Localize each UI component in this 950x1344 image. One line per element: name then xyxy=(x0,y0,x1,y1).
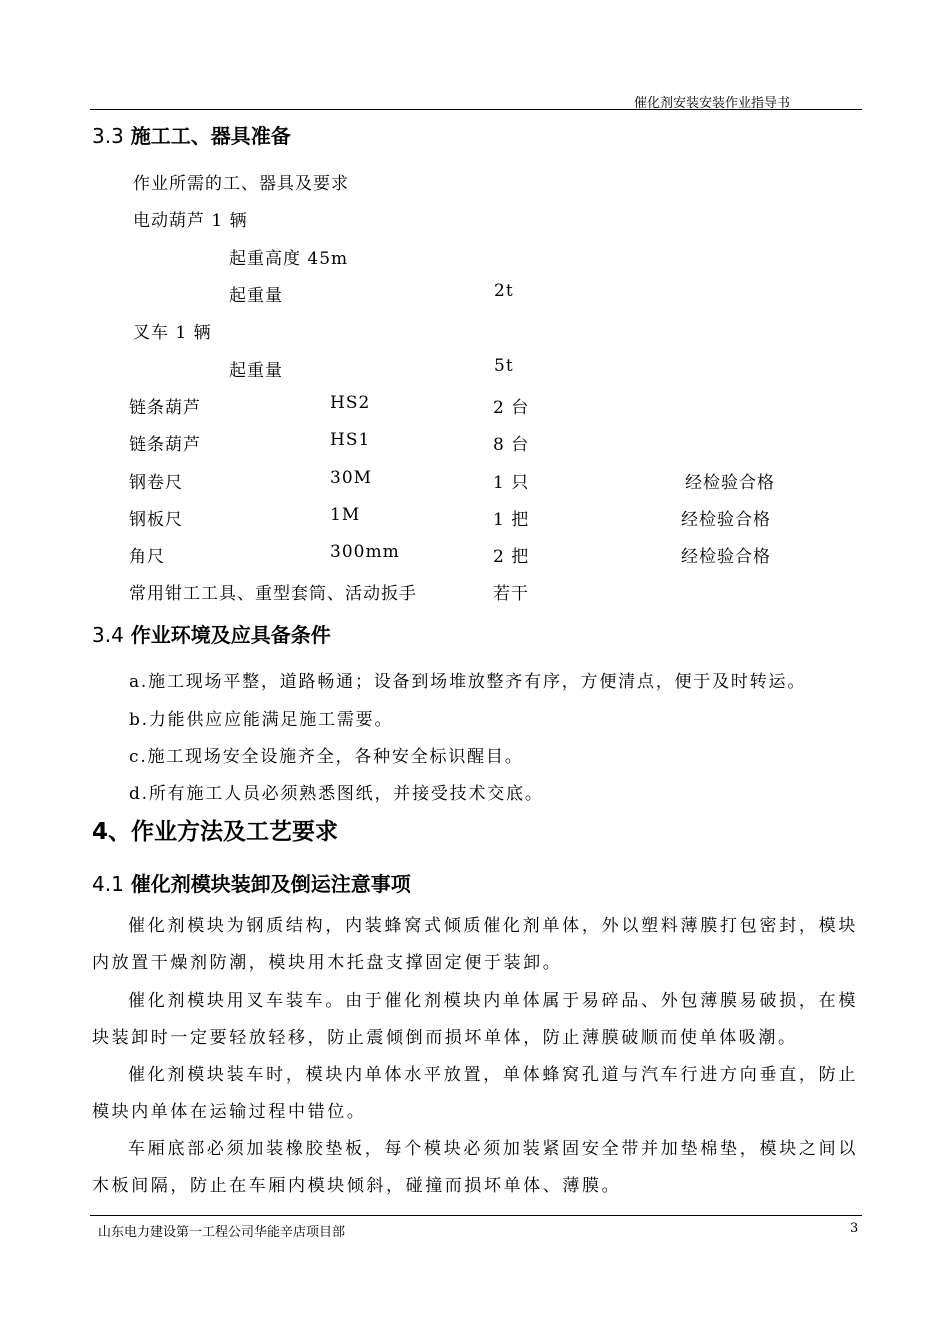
condition-item: c.施工现场安全设施齐全，各种安全标识醒目。 xyxy=(129,747,524,767)
tool-note: 经检验合格 xyxy=(685,473,775,493)
tool-name: 钢卷尺 xyxy=(129,473,183,493)
page-number: 3 xyxy=(850,1221,859,1236)
tool-spec: 30M xyxy=(330,468,373,488)
body-paragraph: 催化剂模块为钢质结构，内装蜂窝式倾质催化剂单体，外以塑料薄膜打包密封，模块内放置干燥剂防潮，模块用木托盘支撑固定便于装卸。 xyxy=(92,916,858,973)
footer-divider xyxy=(90,1215,862,1216)
tool-name: 常用钳工工具、重型套筒、活动扳手 xyxy=(129,584,417,604)
body-paragraph: 车厢底部必须加装橡胶垫板，每个模块必须加装紧固安全带并加垫棉垫，模块之间以木板间隔，防止在车厢内模块倾斜，碰撞而损坏单体、薄膜。 xyxy=(92,1139,858,1196)
section-3-4-heading xyxy=(92,619,331,648)
tools-intro: 作业所需的工、器具及要求 xyxy=(133,174,349,194)
footer-company: 山东电力建设第一工程公司华能辛店项目部 xyxy=(98,1225,346,1240)
header-divider xyxy=(90,109,862,110)
tool-spec: 300mm xyxy=(330,542,400,562)
tool-name: 链条葫芦 xyxy=(129,435,201,455)
tool-qty: 2 台 xyxy=(493,398,530,418)
tool-qty: 若干 xyxy=(493,584,529,604)
hoist-capacity-value: 2t xyxy=(494,281,514,301)
body-paragraph: 催化剂模块用叉车装车。由于催化剂模块内单体属于易碎品、外包薄膜易破损，在模块装卸时一定要轻放轻移，防止震倾倒而损坏单体，防止薄膜破顺而使单体吸潮。 xyxy=(92,991,858,1048)
hoist-height: 起重高度 45m xyxy=(229,249,349,269)
tool-qty: 8 台 xyxy=(493,435,530,455)
forklift-name: 叉车 1 辆 xyxy=(133,323,212,343)
tool-qty: 1 只 xyxy=(493,473,530,493)
section-number: 4.1 xyxy=(92,872,124,896)
tool-spec: 1M xyxy=(330,505,361,525)
tool-name: 角尺 xyxy=(129,547,165,567)
section-number: 3.3 xyxy=(92,124,124,148)
section-title: 作业环境及应具备条件 xyxy=(130,623,331,647)
tool-qty: 1 把 xyxy=(493,510,530,530)
section-number: 3.4 xyxy=(92,623,124,647)
section-3-3-heading xyxy=(92,120,291,149)
forklift-capacity-value: 5t xyxy=(494,356,514,376)
body-paragraph: 催化剂模块装车时，模块内单体水平放置，单体蜂窝孔道与汽车行进方向垂直，防止模块内单体在运输过程中错位。 xyxy=(92,1065,858,1122)
tool-note: 经检验合格 xyxy=(681,547,771,567)
section-number: 4、 xyxy=(92,819,132,845)
document-header-title: 催化剂安装安装作业指导书 xyxy=(633,96,790,111)
section-title: 作业方法及工艺要求 xyxy=(131,819,339,845)
section-title: 施工工、器具准备 xyxy=(130,124,291,148)
forklift-capacity-label: 起重量 xyxy=(229,361,283,381)
tool-spec: HS2 xyxy=(330,393,371,413)
condition-item: d.所有施工人员必须熟悉图纸，并接受技术交底。 xyxy=(129,784,544,804)
tool-spec: HS1 xyxy=(330,430,371,450)
condition-item: a.施工现场平整，道路畅通；设备到场堆放整齐有序，方便清点，便于及时转运。 xyxy=(129,672,807,692)
condition-item: b.力能供应应能满足施工需要。 xyxy=(129,710,394,730)
tool-name: 链条葫芦 xyxy=(129,398,201,418)
section-4-1-heading xyxy=(92,868,411,897)
tool-name: 钢板尺 xyxy=(129,510,183,530)
hoist-name: 电动葫芦 1 辆 xyxy=(133,211,248,231)
tool-qty: 2 把 xyxy=(493,547,530,567)
section-4-heading xyxy=(92,813,338,846)
section-title: 催化剂模块装卸及倒运注意事项 xyxy=(130,872,411,896)
tool-note: 经检验合格 xyxy=(681,510,771,530)
hoist-capacity-label: 起重量 xyxy=(229,286,283,306)
